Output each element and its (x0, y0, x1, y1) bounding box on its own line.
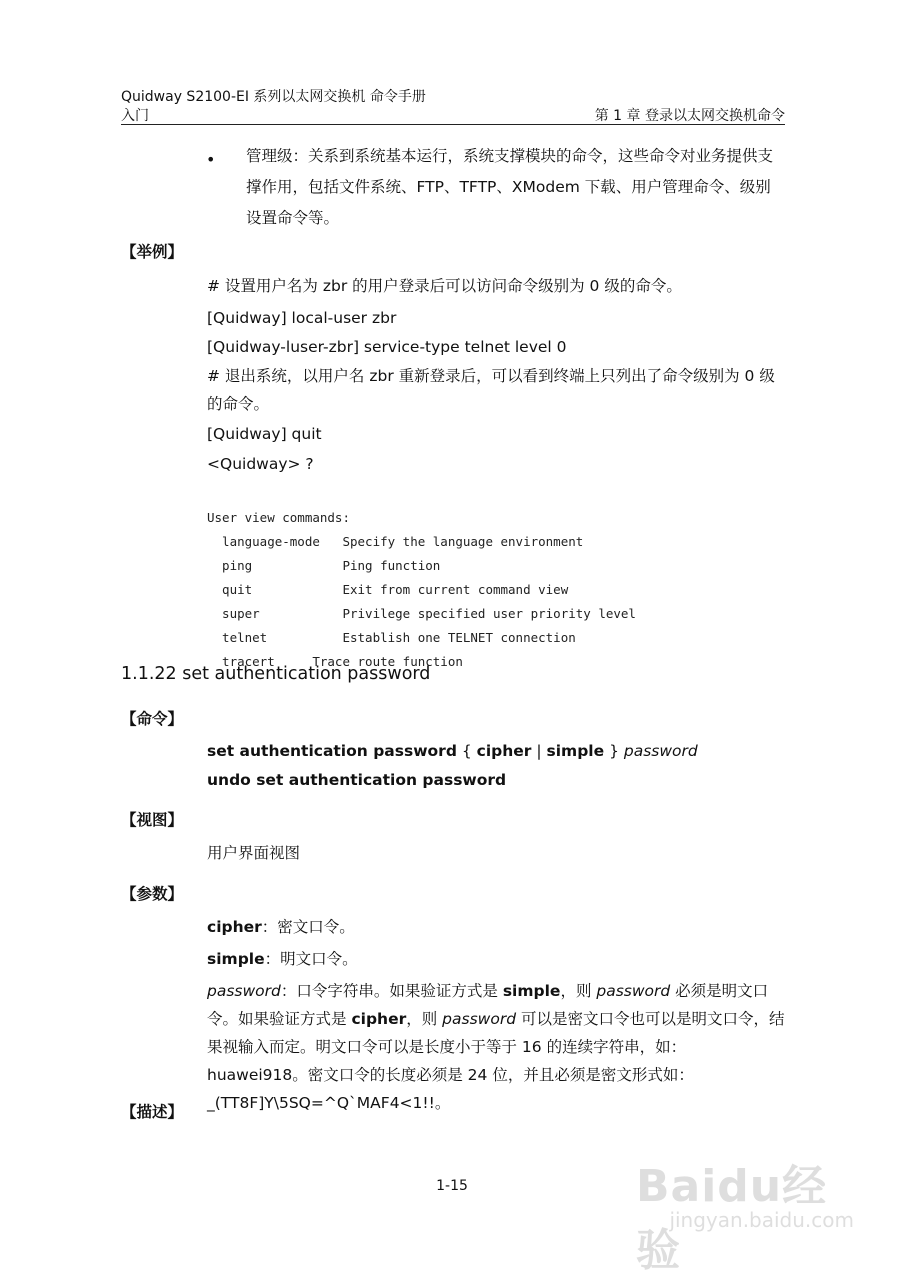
param-simple (207, 945, 358, 973)
page-number: 1-15 (436, 1178, 468, 1194)
param-password-text: 可以是密文口令也可以是明文口令，结果视输入而定。明文口令可以是长度小于等于 16 的连续字符串，如：huawei918。密文口令的长度必须是 24 位，并且必须是密文形式如：_(TT8F]Y\5SQ=^Q`MAF4<1!!。 (207, 1010, 785, 1112)
param-password-bold: simple (502, 982, 561, 1000)
example-command-2: [Quidway-luser-zbr] service-type telnet level 0 (207, 338, 567, 356)
output-line: tracert Trace route function (207, 654, 463, 669)
cipher-keyword: cipher (476, 742, 532, 760)
password-arg: password (623, 742, 698, 760)
output-line: telnet Establish one TELNET connection (207, 630, 576, 645)
params-tag: 【参数】 (121, 885, 184, 903)
param-password-text: ，则 (560, 982, 597, 1000)
param-password-name: password (207, 982, 281, 1000)
baidu-watermark (636, 1140, 866, 1276)
param-password-text: ，则 (406, 1010, 443, 1028)
param-cipher-desc: ：密文口令。 (261, 918, 355, 936)
undo-command-text: undo set authentication password (207, 771, 507, 789)
view-tag: 【视图】 (121, 811, 184, 829)
example-command-3: [Quidway] quit (207, 425, 322, 443)
command-tag: 【命令】 (121, 710, 184, 728)
header-chapter-title: 第 1 章 登录以太网交换机命令 (594, 108, 785, 124)
param-cipher-name: cipher (207, 918, 262, 936)
syntax-brace-open: { (456, 742, 477, 760)
bullet-text: 管理级：关系到系统基本运行，系统支撑模块的命令，这些命令对业务提供支撑作用，包括文件系统、FTP、TFTP、XModem 下载、用户管理命令、级别设置命令等。 (246, 147, 774, 227)
command-syntax (207, 737, 698, 765)
output-line: quit Exit from current command view (207, 582, 569, 597)
example-output (207, 482, 636, 674)
example-command-4: <Quidway> ? (207, 455, 314, 473)
bullet-icon: • (206, 150, 216, 169)
syntax-separator: | (531, 742, 547, 760)
section-title: 1.1.22 set authentication password (121, 664, 431, 684)
param-simple-name: simple (207, 950, 265, 968)
header-manual-title: Quidway S2100-EI 系列以太网交换机 命令手册 (121, 89, 426, 105)
param-password-italic: password (442, 1010, 517, 1028)
header-divider (121, 124, 785, 125)
param-password-text: 必须是明文口令。如果验证方式是 (207, 982, 769, 1028)
param-password-text: ：口令字符串。如果验证方式是 (280, 982, 503, 1000)
param-password (207, 977, 785, 1117)
syntax-brace-close: } (604, 742, 624, 760)
view-text: 用户界面视图 (207, 844, 301, 862)
output-line: User view commands: (207, 510, 350, 525)
output-line: language-mode Specify the language environment (207, 534, 584, 549)
example-comment-1: # 设置用户名为 zbr 的用户登录后可以访问命令级别为 0 级的命令。 (207, 277, 682, 295)
header-part-name: 入门 (121, 108, 149, 124)
output-line: super Privilege specified user priority level (207, 606, 636, 621)
param-password-italic: password (596, 982, 671, 1000)
example-tag: 【举例】 (121, 243, 184, 261)
command-name: set authentication password (207, 742, 457, 760)
param-simple-desc: ：明文口令。 (264, 950, 358, 968)
output-line: ping Ping function (207, 558, 441, 573)
param-password-bold: cipher (351, 1010, 407, 1028)
baidu-url: jingyan.baidu.com (669, 1208, 854, 1232)
simple-keyword: simple (546, 742, 605, 760)
param-cipher (207, 913, 355, 941)
example-comment-2: # 退出系统，以用户名 zbr 重新登录后，可以看到终端上只列出了命令级别为 0 级的命令。 (207, 367, 775, 413)
example-command-1: [Quidway] local-user zbr (207, 309, 397, 327)
describe-tag: 【描述】 (121, 1103, 184, 1121)
baidu-logo: Baidu经验 (636, 1161, 828, 1276)
undo-command (207, 766, 506, 794)
